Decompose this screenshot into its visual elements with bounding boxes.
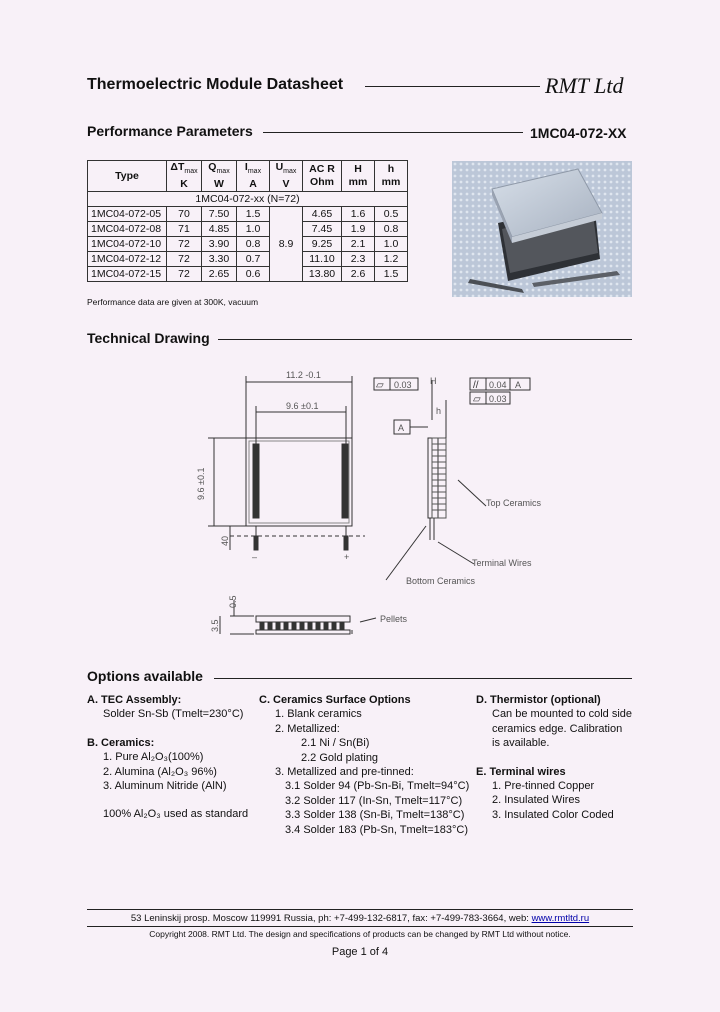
option-b-title: B. Ceramics: [87,736,155,749]
module-photo [452,161,632,297]
performance-rule [263,132,523,133]
table-header-row [88,161,408,192]
option-c-subitem: 3.1 Solder 94 (Pb-Sn-Bi, Tmelt=94°C) [285,780,470,793]
option-b-item: 3. Aluminum Nitride (AlN) [103,780,227,793]
option-e-item: 2. Insulated Wires [492,794,581,807]
option-e-title: E. Terminal wires [476,765,566,778]
cell-h: 0.8 [375,222,408,237]
options-col-3 [476,693,636,822]
cell-q: 7.50 [202,207,237,222]
cell-dt: 70 [167,207,202,222]
drawing-rule [218,339,632,340]
footer-rule-2 [87,926,633,927]
datum-label: A [398,423,405,433]
col-qmax: $Q_{max}$ W [202,161,237,192]
cell-h: 1.2 [375,252,408,267]
option-b-item: 2. Alumina (Al₂O₃ 96%) [103,765,217,778]
cell-i: 1.0 [237,222,270,237]
svg-text:▱: ▱ [473,394,481,405]
drawing-heading: Technical Drawing [87,330,210,346]
cell-type: 1MC04-072-10 [88,237,167,252]
cell-r: 7.45 [303,222,342,237]
label-h: h [436,406,442,416]
dim-height: 9.6 ±0.1 [196,467,206,500]
dim-h-small: 0.5 [228,595,238,608]
cell-umax: 8.9 [270,207,303,282]
option-d-line: ceramics edge. Calibration [492,722,623,735]
option-a-title: A. TEC Assembly: [87,694,182,706]
cell-h: 1.0 [375,237,408,252]
option-a-item: Solder Sn-Sb (Tmelt=230°C) [103,708,244,721]
cell-dt: 72 [167,267,202,282]
table-row [88,222,408,237]
website-link[interactable]: www.rmtltd.ru [531,913,590,924]
option-c-title: C. Ceramics Surface Options [259,694,411,706]
plus-sign: + [344,552,350,562]
dim-H-small: 3.5 [210,619,220,632]
option-e-item: 3. Insulated Color Coded [492,808,614,821]
cell-r: 11.10 [303,252,342,267]
col-dtmax: $\Delta T_{max}$ K [167,161,202,192]
option-c-item: 1. Blank ceramics [275,708,362,721]
copyright: Copyright 2008. RMT Ltd. The design and specifications of products can be changed by RMT Ltd without notice. [149,929,571,939]
table-row [88,267,408,282]
col-umax: $U_{max}$ V [270,161,303,192]
cell-dt: 72 [167,237,202,252]
footer-address [87,913,633,924]
cell-q: 3.30 [202,252,237,267]
cell-dt: 71 [167,222,202,237]
table-row [88,237,408,252]
label-bottom-ceramics: Bottom Ceramics [406,576,476,586]
address-text: 53 Leninskij prosp. Moscow 119991 Russia, ph: +7-499-132-6817, fax: +7-499-783-3664, web: [130,913,532,924]
performance-heading: Performance Parameters [87,123,253,139]
footer-rule [87,909,633,910]
cell-H: 2.1 [342,237,375,252]
option-c-subitem: 2.2 Gold plating [301,751,379,764]
cell-q: 2.65 [202,267,237,282]
tol-ref: A [515,380,522,390]
brand-name: RMT Ltd [545,73,624,98]
option-c-subitem: 3.2 Solder 117 (In-Sn, Tmelt=117°C) [285,794,463,807]
option-d-line: Can be mounted to cold side [492,708,633,721]
cell-dt: 72 [167,252,202,267]
cell-H: 2.3 [342,252,375,267]
cell-i: 0.6 [237,267,270,282]
option-b-item: 1. Pure Al₂O₃(100%) [103,751,204,764]
performance-note: Performance data are given at 300K, vacuum [87,297,259,307]
options-rule [214,678,632,679]
cell-q: 3.90 [202,237,237,252]
dim-wire: 40 [220,535,230,546]
option-e-item: 1. Pre-tinned Copper [492,780,595,793]
col-H: H mm [342,161,375,192]
col-h: h mm [375,161,408,192]
dim-width: 9.6 ±0.1 [286,401,319,411]
minus-sign: – [252,552,258,562]
cell-type: 1MC04-072-05 [88,207,167,222]
table-row [88,207,408,222]
table-group-row [88,192,408,207]
options-col-1 [87,693,257,822]
option-c-subitem: 3.4 Solder 183 (Pb-Sn, Tmelt=183°C) [285,823,469,836]
option-c-item: 3. Metallized and pre-tinned: [275,766,414,779]
option-d-title: D. Thermistor (optional) [476,694,601,706]
cell-type: 1MC04-072-08 [88,222,167,237]
tol-flatness: 0.03 [394,380,412,390]
cell-h: 0.5 [375,207,408,222]
svg-text:⏥: ⏥ [376,380,384,391]
option-c-item: 2. Metallized: [275,722,340,735]
terminal-left [253,444,259,518]
label-H: H [430,376,437,386]
cell-i: 0.8 [237,237,270,252]
col-acr: AC R Ohm [303,161,342,192]
cell-H: 1.6 [342,207,375,222]
label-pellets: Pellets [380,614,408,624]
col-imax: $I_{max}$ A [237,161,270,192]
cell-H: 1.9 [342,222,375,237]
dim-overall: 11.2 -0.1 [286,370,321,380]
cell-i: 0.7 [237,252,270,267]
cell-r: 4.65 [303,207,342,222]
cell-type: 1MC04-072-15 [88,267,167,282]
col-type: Type [88,161,167,192]
page-number: Page 1 of 4 [331,946,389,958]
label-terminal-wires: Terminal Wires [472,558,532,568]
technical-drawing [190,360,542,650]
svg-text://: // [473,380,479,391]
cell-type: 1MC04-072-12 [88,252,167,267]
header-rule [365,86,540,87]
table-row [88,252,408,267]
label-top-ceramics: Top Ceramics [486,498,542,508]
cell-i: 1.5 [237,207,270,222]
cell-h: 1.5 [375,267,408,282]
cell-H: 2.6 [342,267,375,282]
group-label: 1MC04-072-xx (N=72) [88,192,408,207]
document-title: Thermoelectric Module Datasheet [87,76,344,93]
option-b-note: 100% Al₂O₃ used as standard [103,808,249,821]
top-view-outline [246,438,352,526]
cell-r: 9.25 [303,237,342,252]
option-c-subitem: 3.3 Solder 138 (Sn-Bi, Tmelt=138°C) [285,809,465,822]
option-c-subitem: 2.1 Ni / Sn(Bi) [301,737,370,750]
cell-r: 13.80 [303,267,342,282]
options-heading: Options available [87,668,203,684]
tol-flatness-2: 0.03 [489,394,507,404]
option-d-line: is available. [492,737,550,750]
options-col-2 [259,693,471,837]
cell-q: 4.85 [202,222,237,237]
performance-table [87,160,408,282]
tol-parallel: 0.04 [489,380,507,390]
terminal-right [342,444,348,518]
model-number: 1MC04-072-XX [530,125,627,141]
